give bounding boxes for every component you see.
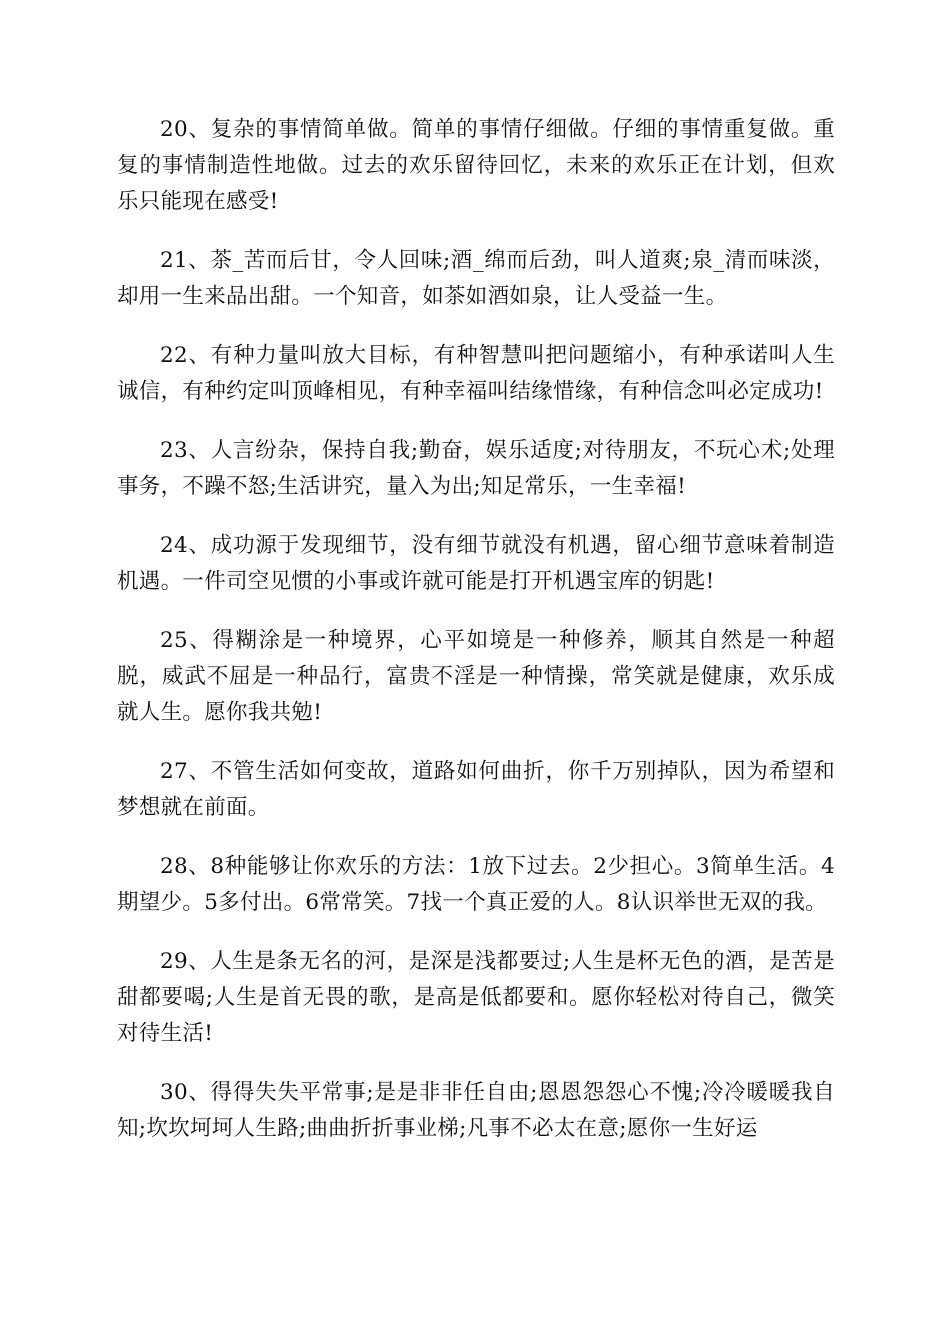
paragraph-29: 29、人生是条无名的河，是深是浅都要过;人生是杯无色的酒，是苦是甜都要喝;人生是首无畏的歌，是高是低都要和。愿你轻松对待自己，微笑对待生活! [117,949,835,1046]
paragraph-27: 27、不管生活如何变故，道路如何曲折，你千万别掉队，因为希望和梦想就在前面。 [117,759,835,820]
document-body [117,112,835,1170]
paragraph-30: 30、得得失失平常事;是是非非任自由;恩恩怨怨心不愧;冷冷暖暖我自知;坎坎坷坷人生路;曲曲折折事业梯;凡事不必太在意;愿你一生好运 [117,1080,835,1141]
paragraph-22: 22、有种力量叫放大目标，有种智慧叫把问题缩小，有种承诺叫人生诚信，有种约定叫顶峰相见，有种幸福叫结缘惜缘，有种信念叫必定成功! [117,343,835,404]
paragraph-20: 20、复杂的事情简单做。简单的事情仔细做。仔细的事情重复做。重复的事情制造性地做。过去的欢乐留待回忆，未来的欢乐正在计划，但欢乐只能现在感受! [117,117,835,214]
paragraph-24: 24、成功源于发现细节，没有细节就没有机遇，留心细节意味着制造机遇。一件司空见惯的小事或许就可能是打开机遇宝库的钥匙! [117,533,835,594]
paragraph-25: 25、得糊涂是一种境界，心平如境是一种修养，顺其自然是一种超脱，威武不屈是一种品行，富贵不淫是一种情操，常笑就是健康，欢乐成就人生。愿你我共勉! [117,628,835,725]
paragraph-21: 21、茶_苦而后甘，令人回味;酒_绵而后劲，叫人道爽;泉_清而味淡，却用一生来品出甜。一个知音，如茶如酒如泉，让人受益一生。 [117,248,835,309]
paragraph-28: 28、8种能够让你欢乐的方法：1放下过去。2少担心。3简单生活。4期望少。5多付出。6常常笑。7找一个真正爱的人。8认识举世无双的我。 [117,854,835,915]
paragraph-23: 23、人言纷杂，保持自我;勤奋，娱乐适度;对待朋友，不玩心术;处理事务，不躁不怒;生活讲究，量入为出;知足常乐，一生幸福! [117,438,835,499]
